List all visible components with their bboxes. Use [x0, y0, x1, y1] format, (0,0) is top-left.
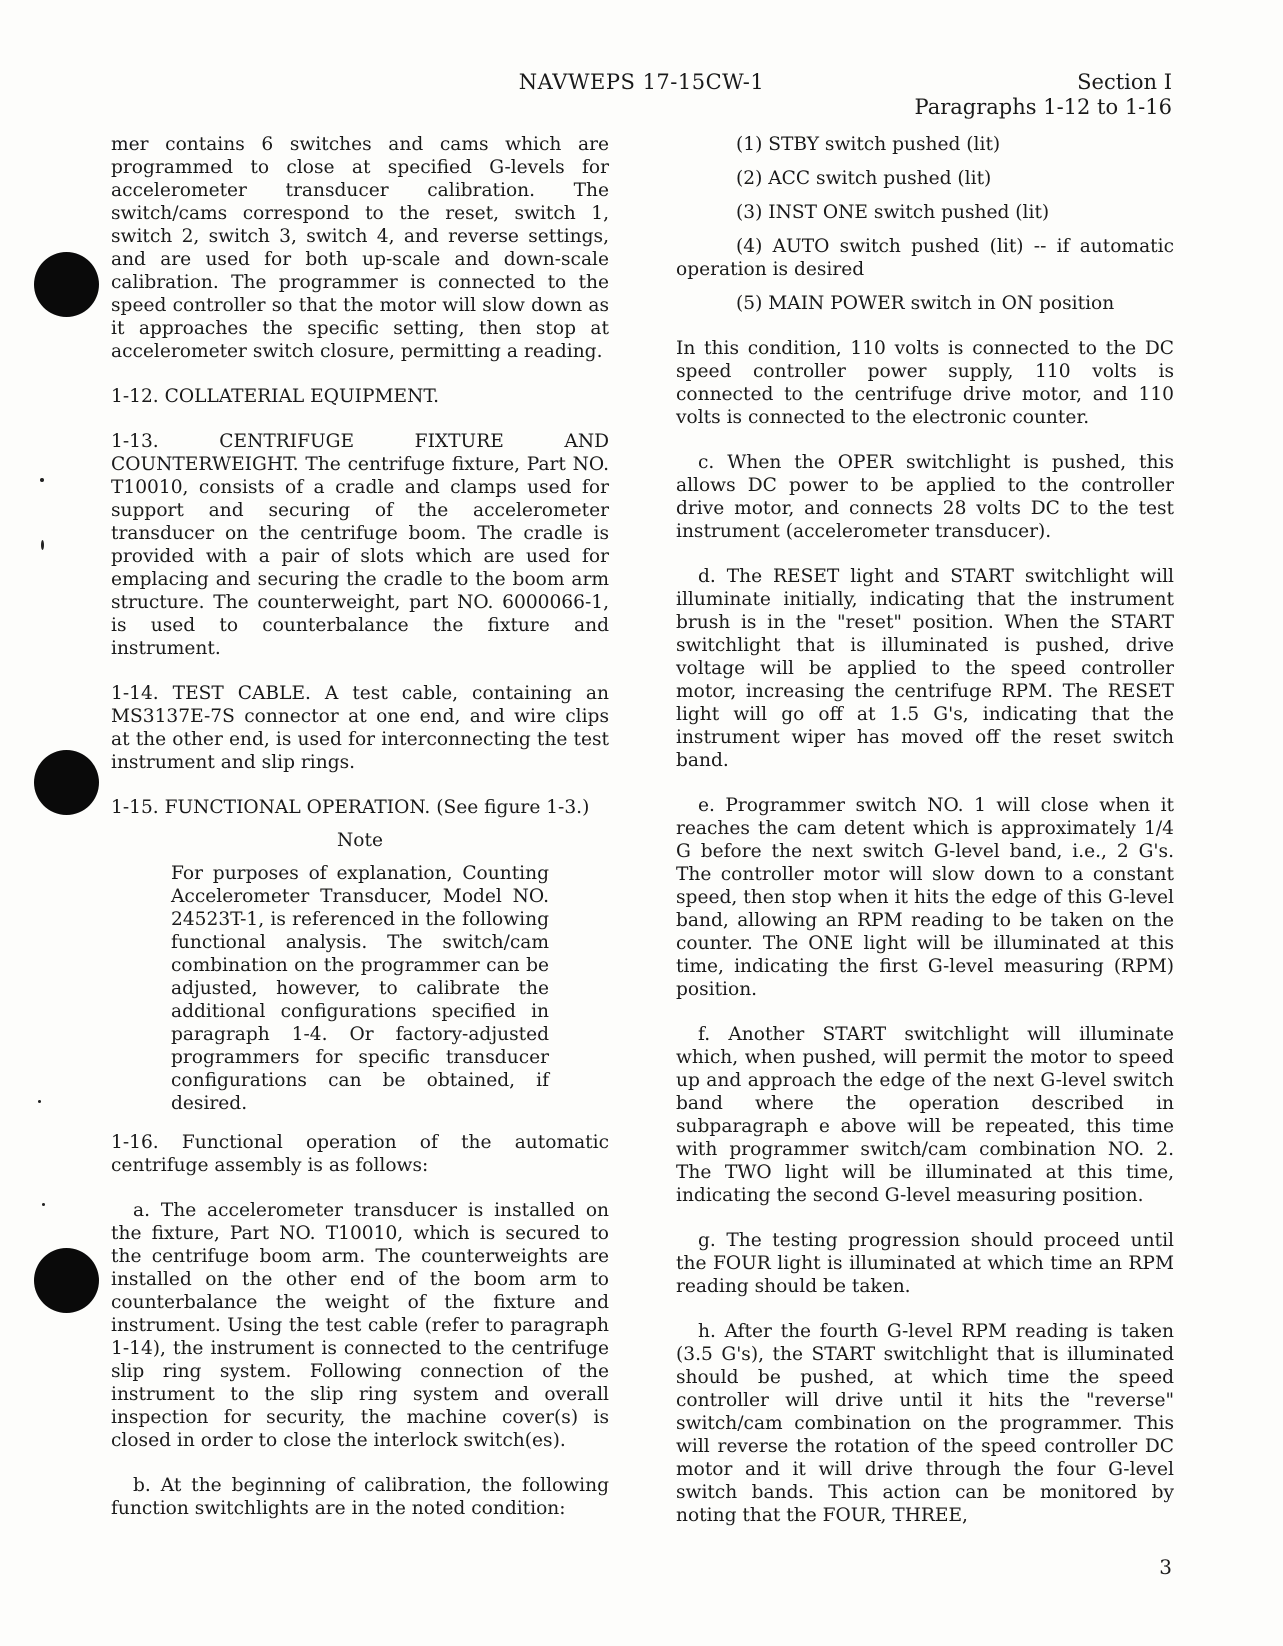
paragraph-g: g. The testing progression should proceed until the FOUR light is illuminated at which time an RPM reading should be taken.	[676, 1230, 1174, 1297]
paragraph-b: b. At the beginning of calibration, the following function switchlights are in the noted condition:	[111, 1475, 609, 1519]
paragraph-1-14: 1-14. TEST CABLE. A test cable, containing an MS3137E-7S connector at one end, and wire clips at the other end, is used for interconnecting the test instrument and slip rings.	[111, 683, 609, 773]
page-number: 3	[1159, 1555, 1172, 1579]
paragraph-f: f. Another START switchlight will illuminate which, when pushed, will permit the motor to speed up and approach the edge of the next G-level switch band where the operation described in subparagraph e above will be repeated, this time with programmer switch/cam combination NO. 2. The TWO light will be illuminated at this time, indicating the second G-level measuring position.	[676, 1024, 1174, 1206]
left-column	[111, 133, 609, 1542]
heading-1-15: 1-15. FUNCTIONAL OPERATION. (See figure 1-3.)	[111, 797, 590, 818]
paragraph-d: d. The RESET light and START switchlight will illuminate initially, indicating that the instrument brush is in the "reset" position. When the START switchlight that is illuminated is pushed, drive voltage will be applied to the speed controller motor, increasing the centrifuge RPM. The RESET light will go off at 1.5 G's, indicating that the instrument wiper has moved off the reset switch band.	[676, 566, 1174, 771]
paragraph-range: Paragraphs 1-12 to 1-16	[914, 95, 1172, 119]
paragraph-c: c. When the OPER switchlight is pushed, this allows DC power to be applied to the controller drive motor, and connects 28 volts DC to the test instrument (accelerometer transducer).	[676, 452, 1174, 542]
punch-hole	[34, 252, 99, 317]
scan-speck	[41, 540, 44, 550]
step-2: (2) ACC switch pushed (lit)	[736, 168, 992, 189]
step-3: (3) INST ONE switch pushed (lit)	[736, 202, 1050, 223]
note-body: For purposes of explanation, Counting Accelerometer Transducer, Model NO. 24523T-1, is referenced in the following functional analysis. The switch/cam combination on the programmer can be adjusted, however, to calibrate the additional configurations specified in paragraph 1-4. Or factory-adjusted programmers for specific transducer configurations can be obtained, if desired.	[171, 863, 549, 1114]
step-4: (4) AUTO switch pushed (lit) -- if automatic operation is desired	[676, 236, 1174, 280]
section-header	[915, 70, 1172, 120]
section-label: Section I	[1077, 70, 1172, 94]
heading-1-12: 1-12. COLLATERIAL EQUIPMENT.	[111, 386, 439, 407]
scan-speck	[38, 1100, 41, 1103]
scan-speck	[42, 1203, 45, 1206]
step-5: (5) MAIN POWER switch in ON position	[736, 293, 1115, 314]
paragraph-1-16: 1-16. Functional operation of the automatic centrifuge assembly is as follows:	[111, 1132, 609, 1176]
paragraph-1-13: 1-13. CENTRIFUGE FIXTURE AND COUNTERWEIGHT. The centrifuge fixture, Part NO. T10010, consists of a cradle and clamps used for support and securing of the accelerometer transducer on the centrifuge boom. The cradle is provided with a pair of slots which are used for emplacing and securing the cradle to the boom arm structure. The counterweight, part NO. 6000066-1, is used to counterbalance the fixture and instrument.	[111, 431, 609, 659]
paragraph-h: h. After the fourth G-level RPM reading is taken (3.5 G's), the START switchlight that is illuminated should be pushed, at which time the speed controller will drive until it hits the "reverse" switch/cam combination on the programmer. This will reverse the rotation of the speed controller DC motor and it will drive through the four G-level switch bands. This action can be monitored by noting that the FOUR, THREE,	[676, 1321, 1174, 1526]
right-column	[676, 133, 1174, 1549]
punch-hole	[34, 1248, 99, 1313]
paragraph-condition: In this condition, 110 volts is connected to the DC speed controller power supply, 110 volts is connected to the centrifuge drive motor, and 110 volts is connected to the electronic counter.	[676, 338, 1174, 428]
punch-hole	[34, 750, 99, 815]
note-label: Note	[337, 830, 383, 851]
scan-speck	[40, 478, 44, 482]
document-number: NAVWEPS 17-15CW-1	[518, 70, 765, 94]
step-1: (1) STBY switch pushed (lit)	[736, 134, 1001, 155]
paragraph-e: e. Programmer switch NO. 1 will close when it reaches the cam detent which is approximately 1/4 G before the next switch G-level band, i.e., 2 G's. The controller motor will slow down to a constant speed, then stop when it hits the edge of this G-level band, allowing an RPM reading to be taken on the counter. The ONE light will be illuminated at this time, indicating the first G-level measuring (RPM) position.	[676, 795, 1174, 1000]
paragraph-intro: mer contains 6 switches and cams which are programmed to close at specified G-levels for accelerometer transducer calibration. The switch/cams correspond to the reset, switch 1, switch 2, switch 3, switch 4, and reverse settings, and are used for both up-scale and down-scale calibration. The programmer is connected to the speed controller so that the motor will slow down as it approaches the specific setting, then stop at accelerometer switch closure, permitting a reading.	[111, 134, 609, 362]
paragraph-a: a. The accelerometer transducer is installed on the fixture, Part NO. T10010, which is secured to the centrifuge boom arm. The counterweights are installed on the other end of the boom arm to counterbalance the weight of the fixture and instrument. Using the test cable (refer to paragraph 1-14), the instrument is connected to the centrifuge slip ring system. Following connection of the instrument to the slip ring system and overall inspection for security, the machine cover(s) is closed in order to close the interlock switch(es).	[111, 1200, 609, 1451]
